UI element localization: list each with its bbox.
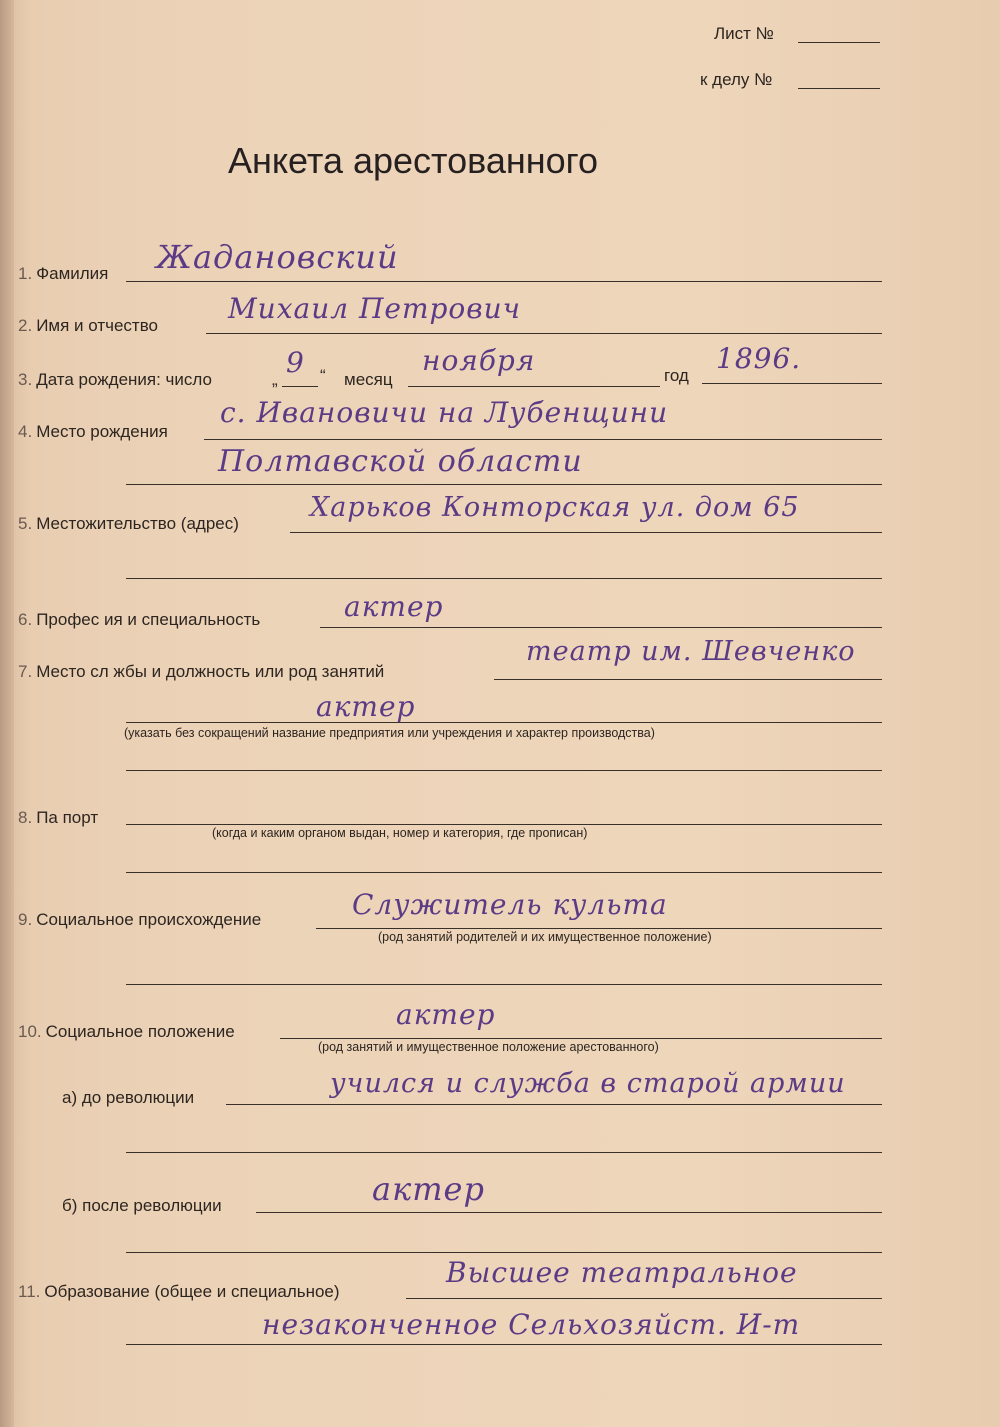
passport-label: 8. Па порт bbox=[18, 808, 99, 827]
workplace-line-1 bbox=[494, 679, 882, 680]
profession-line bbox=[320, 627, 882, 628]
name-label: 2. Имя и отчество bbox=[18, 316, 159, 335]
after-revolution-label: б) после революции bbox=[62, 1196, 222, 1215]
before-revolution-label: а) до революции bbox=[62, 1088, 195, 1107]
workplace-line-3 bbox=[126, 770, 882, 771]
after-revolution-line-2 bbox=[126, 1252, 882, 1253]
social-origin-line-2 bbox=[126, 984, 882, 985]
passport-hint: (когда и каким органом выдан, номер и категория, где прописан) bbox=[212, 826, 588, 840]
profession-label: 6. Профес ия и специальность bbox=[18, 610, 261, 629]
sheet-number-line bbox=[798, 42, 880, 43]
birth-day-value: 9 bbox=[286, 346, 305, 379]
case-number-label: к делу № bbox=[700, 70, 773, 89]
education-line-2 bbox=[126, 1344, 882, 1345]
name-line bbox=[206, 333, 882, 334]
workplace-label: 7. Место сл жбы и должность или род занятий bbox=[18, 662, 385, 681]
workplace-value-2: актер bbox=[316, 690, 416, 723]
day-line bbox=[282, 386, 318, 387]
birthplace-value-2: Полтавской области bbox=[218, 444, 583, 479]
residence-line-1 bbox=[290, 532, 882, 533]
education-label: 11. Образование (общее и специальное) bbox=[18, 1282, 340, 1301]
residence-value: Харьков Конторская ул. дом 65 bbox=[310, 492, 800, 523]
birth-date-label: 3. Дата рождения: число bbox=[18, 370, 212, 389]
social-status-hint: (род занятий и имущественное положение арестованного) bbox=[318, 1040, 659, 1054]
profession-value: актер bbox=[344, 590, 444, 623]
year-label: год bbox=[664, 366, 689, 385]
birth-month-value: ноября bbox=[422, 344, 536, 377]
binding-edge bbox=[0, 0, 14, 1427]
education-line-1 bbox=[406, 1298, 882, 1299]
birthplace-line-2 bbox=[126, 484, 882, 485]
social-status-line bbox=[280, 1038, 882, 1039]
workplace-line-2 bbox=[126, 722, 882, 723]
sheet-number-label: Лист № bbox=[714, 24, 774, 43]
passport-line-1 bbox=[126, 824, 882, 825]
social-status-label: 10. Социальное положение bbox=[18, 1022, 235, 1041]
residence-line-2 bbox=[126, 578, 882, 579]
education-value-2: незаконченное Сельхозяйст. И-т bbox=[262, 1308, 801, 1341]
surname-value: Жадановский bbox=[156, 238, 399, 276]
before-revolution-line-2 bbox=[126, 1152, 882, 1153]
social-status-value: актер bbox=[396, 998, 496, 1031]
birthplace-line-1 bbox=[204, 439, 882, 440]
education-value-1: Высшее театральное bbox=[446, 1256, 798, 1289]
year-line bbox=[702, 383, 882, 384]
day-quote-open: „ bbox=[272, 370, 278, 389]
month-line bbox=[408, 386, 660, 387]
passport-line-2 bbox=[126, 872, 882, 873]
birth-year-value: 1896. bbox=[716, 342, 802, 375]
workplace-hint: (указать без сокращений название предприятия или учреждения и характер производства) bbox=[124, 726, 655, 740]
social-origin-value: Служитель культа bbox=[352, 888, 668, 921]
birthplace-label: 4. Место рождения bbox=[18, 422, 168, 441]
surname-label: 1. Фамилия bbox=[18, 264, 109, 283]
surname-line bbox=[126, 281, 882, 282]
residence-label: 5. Местожительство (адрес) bbox=[18, 514, 239, 533]
before-revolution-value: учился и служба в старой армии bbox=[330, 1068, 846, 1099]
form-title: Анкета арестованного bbox=[228, 140, 599, 181]
name-value: Михаил Петрович bbox=[228, 292, 522, 325]
month-label: месяц bbox=[344, 370, 393, 389]
case-number-line bbox=[798, 88, 880, 89]
social-origin-label: 9. Социальное происхождение bbox=[18, 910, 262, 929]
after-revolution-value: актер bbox=[372, 1170, 485, 1208]
before-revolution-line-1 bbox=[226, 1104, 882, 1105]
day-quote-close: “ bbox=[320, 366, 326, 385]
birthplace-value-1: с. Ивановичи на Лубенщини bbox=[220, 396, 669, 429]
after-revolution-line-1 bbox=[256, 1212, 882, 1213]
social-origin-hint: (род занятий родителей и их имущественное положение) bbox=[378, 930, 712, 944]
workplace-value-1: театр им. Шевченко bbox=[526, 636, 856, 667]
social-origin-line-1 bbox=[316, 928, 882, 929]
